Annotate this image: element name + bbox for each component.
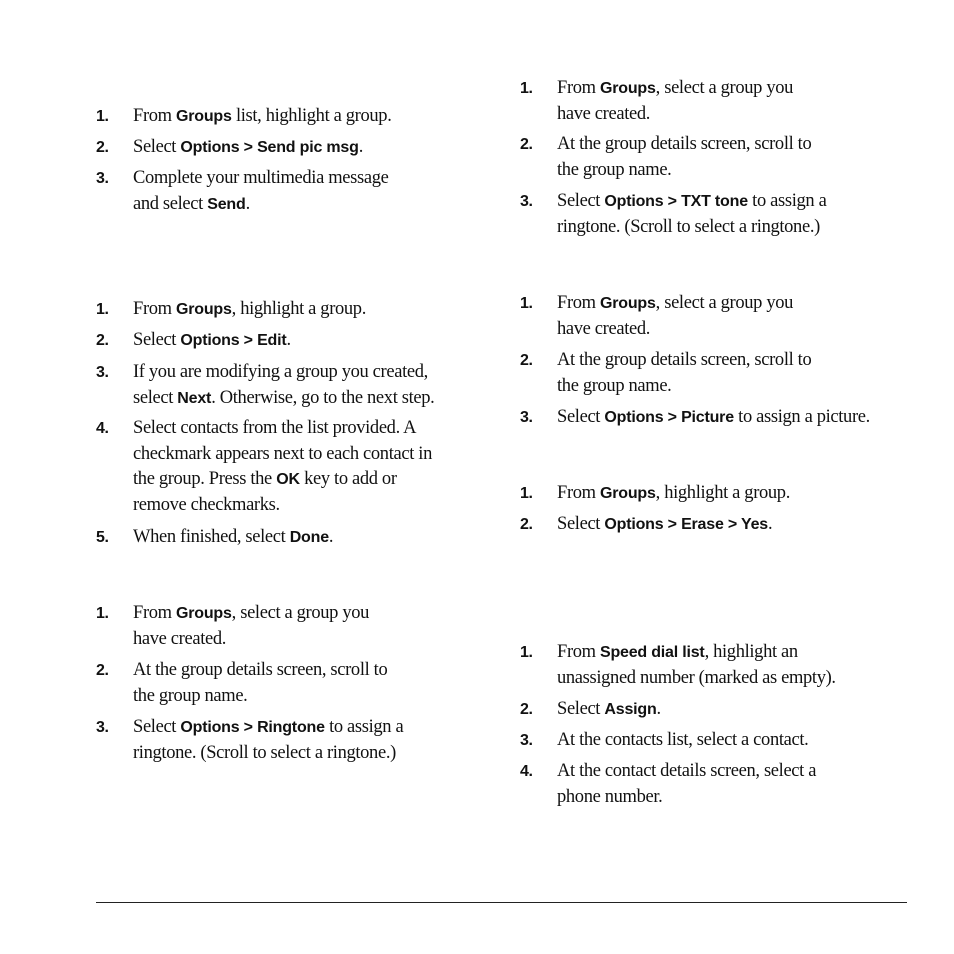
menu-path-label: Groups [599,485,656,502]
step-text-run: to assign a picture. [733,407,870,427]
step-text-run: have created. [557,103,651,124]
step-text-run: At the group details screen, scroll to [557,350,812,370]
step-text [133,166,388,217]
step-number: 2. [520,352,533,369]
step-text-run: list, highlight a group. [231,106,392,126]
step-text [557,405,870,431]
step-number: 3. [520,732,533,749]
step-text-run: ringtone. (Scroll to select a ringtone.) [133,742,396,763]
step-text-run: At the contact details screen, select a [557,761,817,781]
step-text-run: From [133,603,176,623]
step-text-run: phone number. [557,786,663,807]
step-text-run: . [768,514,773,534]
step-text [557,189,826,240]
step-text-run: . [656,699,661,719]
step-text-run: Select [557,514,605,534]
step-number: 4. [96,420,109,437]
step-text-run: to assign a [747,191,827,211]
menu-path-label: OK [276,471,300,488]
step-number: 1. [520,80,533,97]
step-text [557,640,836,691]
step-text [133,297,366,323]
menu-path-label: Speed dial list [599,644,705,661]
step-text-run: . [245,193,250,214]
step-text-run: Select [557,191,605,211]
step-text [133,715,403,766]
step-text [557,291,793,342]
step-text-run: From [557,78,600,98]
step-text-run: to assign a [324,717,404,737]
step-number: 1. [96,301,109,318]
step-text-run: , highlight a group. [655,483,790,503]
step-text-run: If you are modifying a group you created, [133,362,428,382]
step-text [557,132,811,183]
step-text-run: At the contacts list, select a contact. [557,730,809,750]
step-text-run: From [133,106,176,126]
step-text [133,601,369,652]
menu-path-label: Options > Ringtone [180,719,325,736]
step-text-run: Select [557,407,605,427]
step-text-run: At the group details screen, scroll to [557,134,812,154]
step-text [133,328,291,354]
step-text-run: unassigned number (marked as empty). [557,667,836,688]
menu-path-label: Groups [599,80,656,97]
step-number: 2. [96,139,109,156]
step-text-run: , select a group you [655,293,794,313]
menu-path-label: Options > Picture [604,409,734,426]
step-text-run: . [358,137,363,157]
step-number: 3. [520,409,533,426]
step-text-run: Select [133,137,181,157]
menu-path-label: Done [289,529,329,546]
step-text [557,697,661,723]
step-text-run: have created. [133,628,227,649]
step-number: 2. [520,516,533,533]
step-number: 2. [96,332,109,349]
menu-path-label: Options > Send pic msg [180,139,359,156]
step-text [557,759,816,810]
step-number: 3. [96,719,109,736]
footer-rule [96,902,907,903]
step-text-run: Complete your multimedia message [133,168,389,188]
step-text-run: , highlight an [704,642,798,662]
step-text-run: the group. Press the [133,469,277,489]
menu-path-label: Next [177,389,212,407]
step-text-run: Select [557,699,605,719]
step-text-run: At the group details screen, scroll to [133,660,388,680]
step-text-run: From [557,483,600,503]
step-number: 1. [520,644,533,661]
step-number: 4. [520,763,533,780]
step-number: 3. [96,364,109,381]
step-text-run: key to add or [299,469,397,489]
step-number: 1. [520,485,533,502]
step-text-run: , highlight a group. [231,299,366,319]
step-text [557,348,811,399]
menu-path-label: Send [207,195,246,213]
step-text-run: Select contacts from the list provided. A [133,418,417,438]
menu-path-label: Groups [175,108,232,125]
step-text-run: ringtone. (Scroll to select a ringtone.) [557,216,820,237]
step-text [133,104,391,130]
menu-path-label: Groups [175,605,232,622]
step-text-run: When finished, select [133,527,290,547]
step-number: 1. [96,605,109,622]
step-text-run: , select a group you [655,78,794,98]
menu-path-label: Groups [599,295,656,312]
step-text-run: From [133,299,176,319]
menu-path-label: Groups [175,301,232,318]
menu-path-label: Options > Edit [180,332,287,349]
step-text [133,360,434,411]
step-text [557,728,808,754]
step-number: 5. [96,529,109,546]
step-text-run: Select [133,717,181,737]
step-text [133,416,432,518]
step-text [133,525,333,551]
step-text [557,481,790,507]
step-number: 2. [520,701,533,718]
menu-path-label: Assign [604,701,657,718]
step-text-run: have created. [557,318,651,339]
step-text-run: remove checkmarks. [133,494,280,515]
step-number: 3. [520,193,533,210]
step-text-run: the group name. [557,159,672,180]
step-text-run: select [133,387,178,408]
step-text-run: . [286,330,291,350]
step-text-run: and select [133,193,208,214]
step-number: 1. [96,108,109,125]
step-text-run: . Otherwise, go to the next step. [211,387,435,408]
step-text-run: the group name. [133,685,248,706]
menu-path-label: Options > TXT tone [604,193,748,210]
step-text-run: From [557,293,600,313]
step-number: 1. [520,295,533,312]
step-text-run: , select a group you [231,603,370,623]
step-text-run: Select [133,330,181,350]
step-number: 2. [96,662,109,679]
step-number: 2. [520,136,533,153]
step-text [133,658,387,709]
menu-path-label: Options > Erase > Yes [604,516,768,533]
step-text-run: . [328,527,334,547]
step-text-run: checkmark appears next to each contact in [133,443,432,464]
step-text [557,512,772,538]
step-text-run: the group name. [557,375,672,396]
step-text-run: From [557,642,600,662]
step-text [557,76,793,127]
step-number: 3. [96,170,109,187]
step-text [133,135,363,161]
